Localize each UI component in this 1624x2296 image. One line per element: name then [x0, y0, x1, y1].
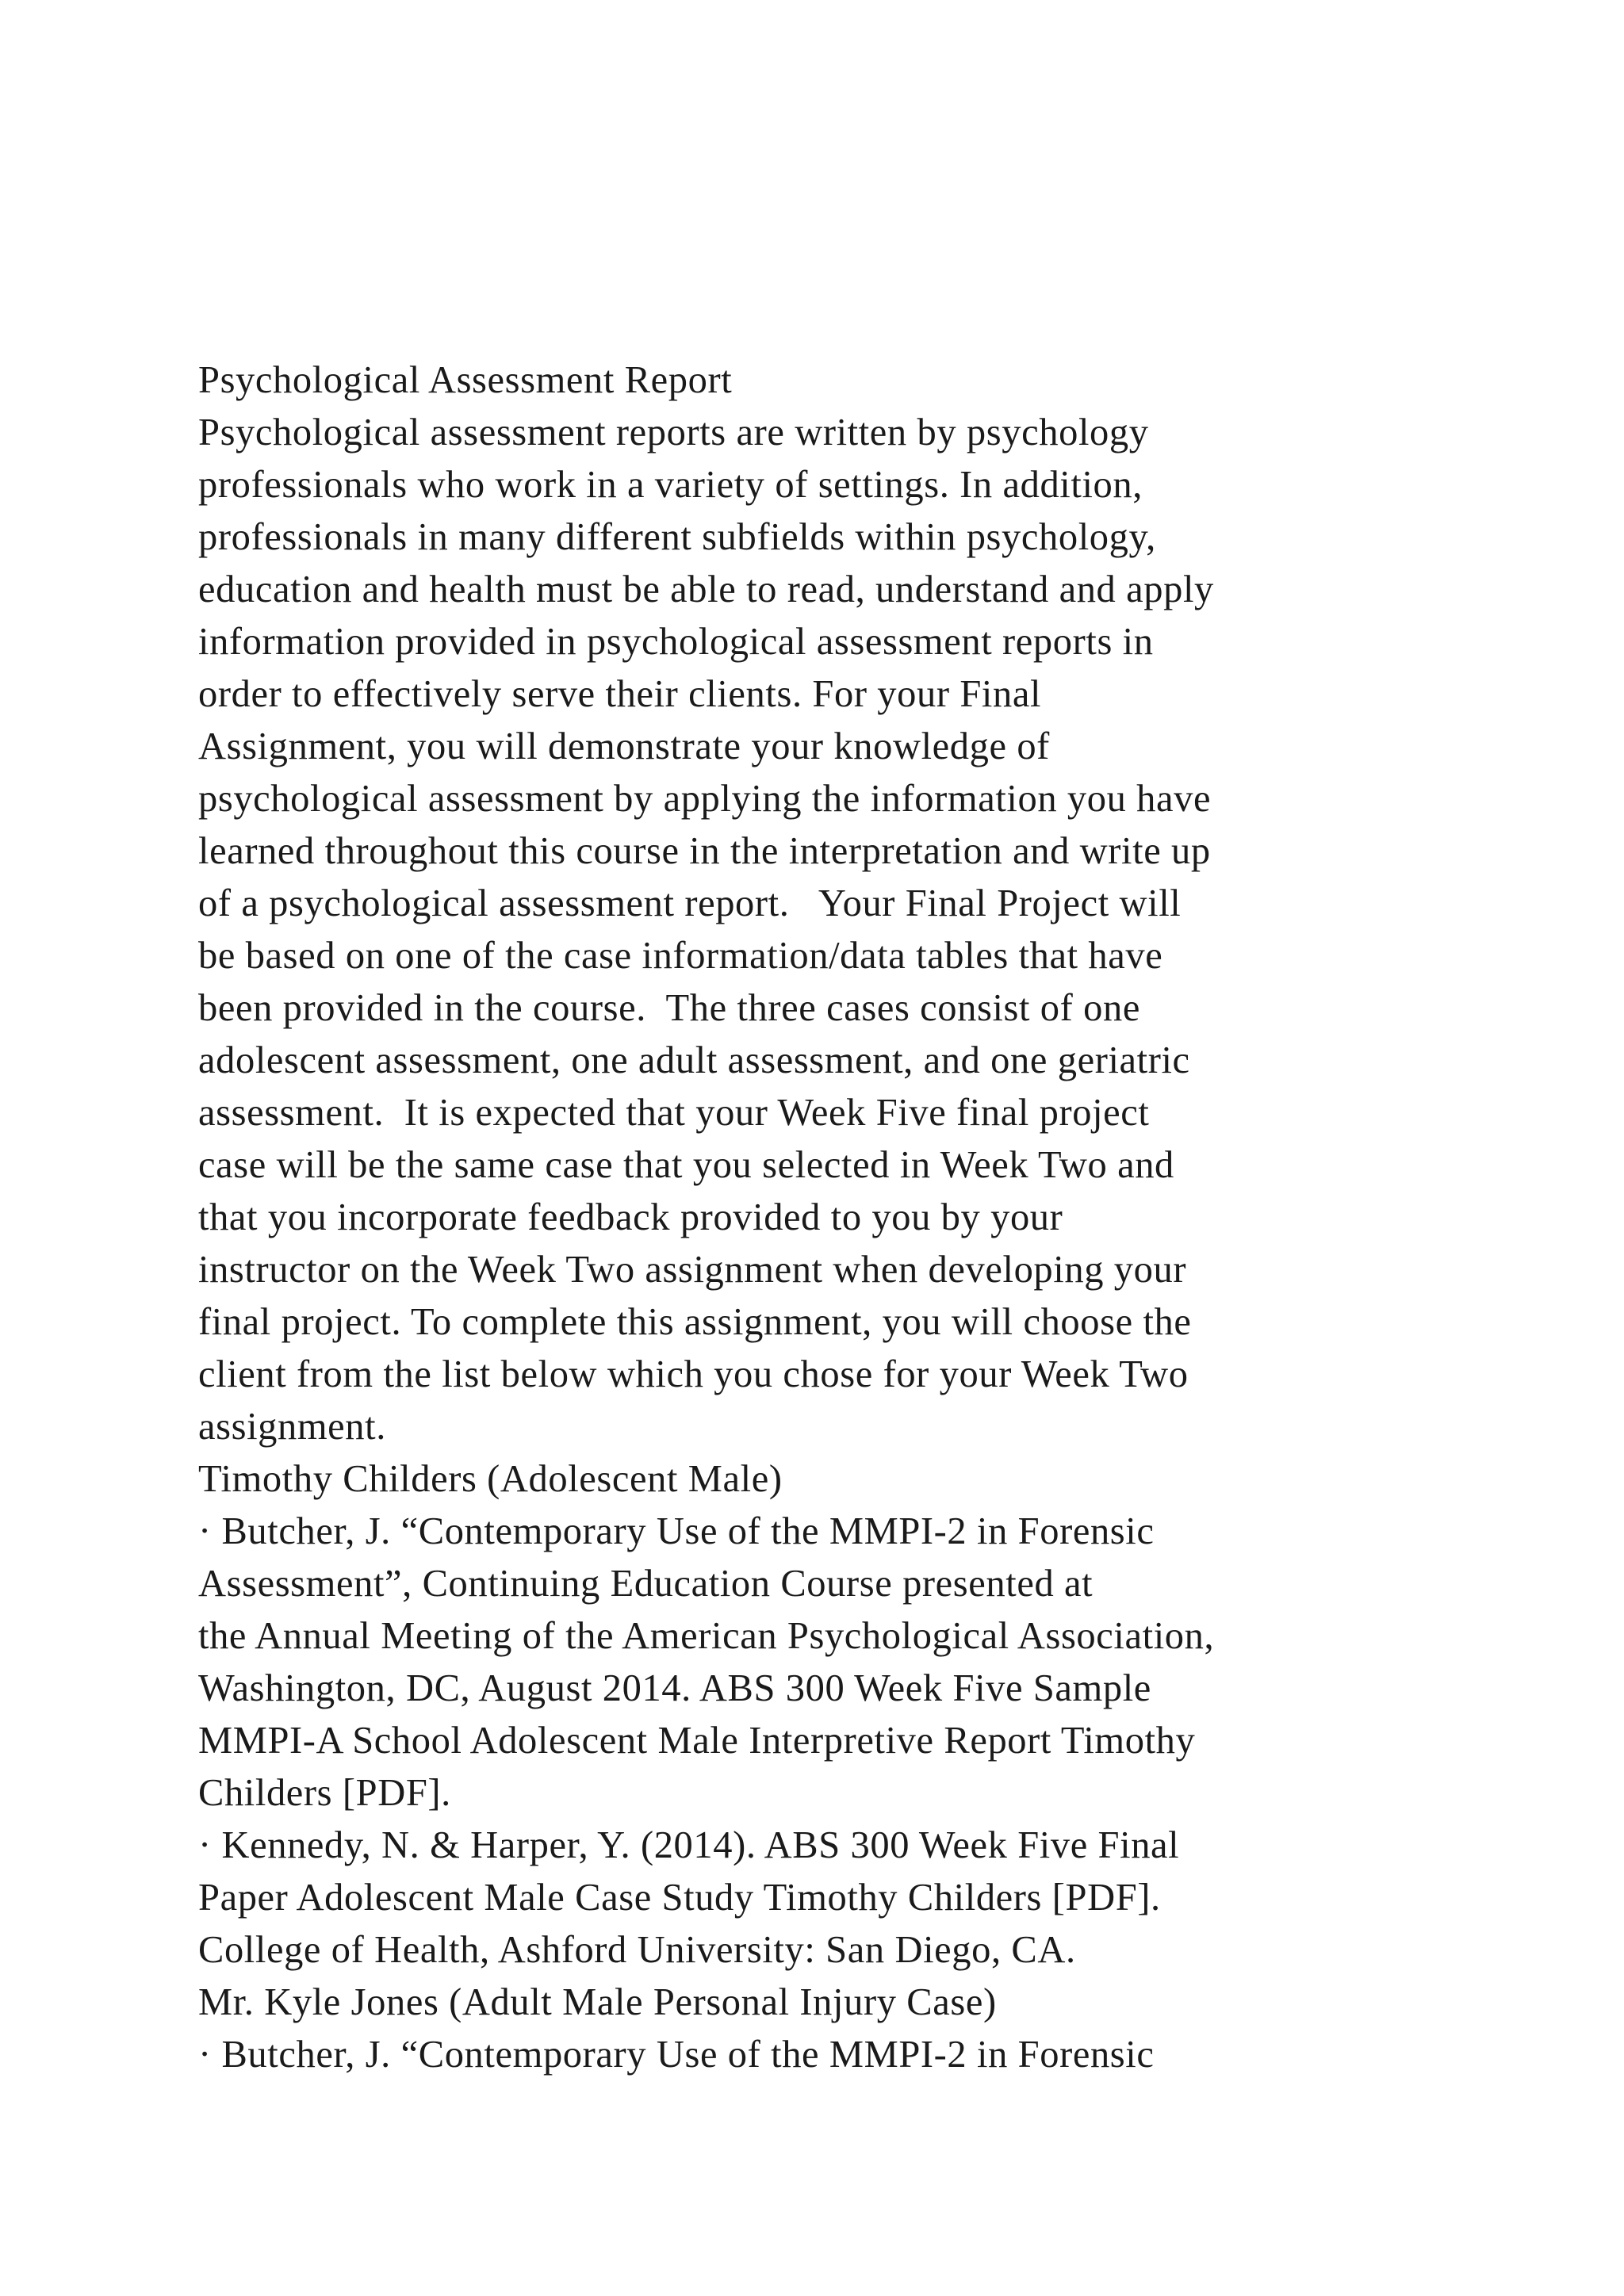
body-line: professionals who work in a variety of settings. In addition, — [198, 464, 1143, 506]
body-line: of a psychological assessment report. Your Final Project will — [198, 882, 1182, 924]
case-heading: Timothy Childers (Adolescent Male) — [198, 1458, 783, 1500]
body-line: adolescent assessment, one adult assessment, and one geriatric — [198, 1039, 1190, 1081]
reference-line: the Annual Meeting of the American Psychological Association, — [198, 1615, 1215, 1657]
body-line: professionals in many different subfields within psychology, — [198, 516, 1156, 558]
case-heading: Mr. Kyle Jones (Adult Male Personal Injury Case) — [198, 1981, 997, 2023]
body-line: order to effectively serve their clients. For your Final — [198, 673, 1042, 715]
body-line: assignment. — [198, 1406, 386, 1448]
body-line: been provided in the course. The three cases consist of one — [198, 987, 1140, 1029]
reference-line: Assessment”, Continuing Education Course presented at — [198, 1563, 1094, 1605]
body-line: client from the list below which you chose for your Week Two — [198, 1353, 1189, 1395]
body-line: education and health must be able to read, understand and apply — [198, 568, 1214, 610]
reference-line: · Butcher, J. “Contemporary Use of the MMPI-2 in Forensic — [198, 1510, 1155, 1552]
body-line: learned throughout this course in the interpretation and write up — [198, 830, 1211, 872]
body-line: that you incorporate feedback provided to you by your — [198, 1196, 1063, 1238]
document-title: Psychological Assessment Report — [198, 359, 733, 401]
reference-line: MMPI-A School Adolescent Male Interpretive Report Timothy — [198, 1720, 1196, 1762]
body-line: information provided in psychological assessment reports in — [198, 621, 1154, 663]
reference-line: Washington, DC, August 2014. ABS 300 Week Five Sample — [198, 1667, 1151, 1709]
body-line: instructor on the Week Two assignment when developing your — [198, 1249, 1187, 1291]
reference-line: · Kennedy, N. & Harper, Y. (2014). ABS 300 Week Five Final — [198, 1824, 1180, 1866]
reference-line: Paper Adolescent Male Case Study Timothy Childers [PDF]. — [198, 1877, 1161, 1919]
reference-line: Childers [PDF]. — [198, 1772, 451, 1814]
body-line: assessment. It is expected that your Week Five final project — [198, 1092, 1150, 1134]
body-line: be based on one of the case information/data tables that have — [198, 935, 1163, 977]
body-line: Assignment, you will demonstrate your knowledge of — [198, 725, 1050, 767]
reference-line: · Butcher, J. “Contemporary Use of the MMPI-2 in Forensic — [198, 2034, 1155, 2076]
body-line: Psychological assessment reports are written by psychology — [198, 411, 1149, 453]
reference-line: College of Health, Ashford University: San Diego, CA. — [198, 1929, 1076, 1971]
body-line: final project. To complete this assignment, you will choose the — [198, 1301, 1192, 1343]
document-body — [198, 354, 1546, 2081]
body-line: psychological assessment by applying the information you have — [198, 778, 1212, 820]
body-line: case will be the same case that you selected in Week Two and — [198, 1144, 1174, 1186]
